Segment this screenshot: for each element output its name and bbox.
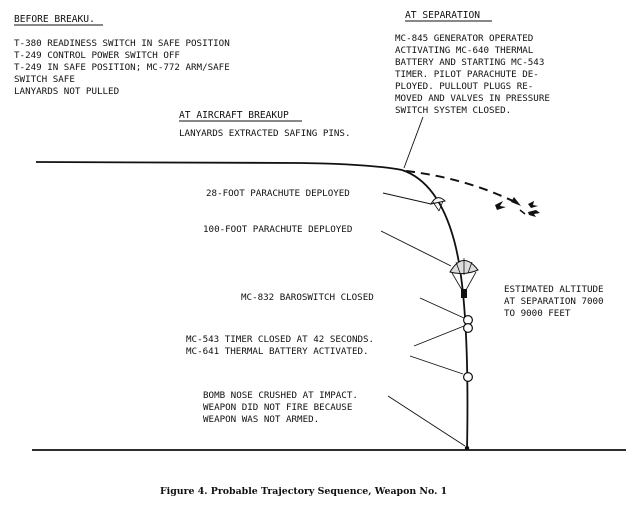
event-28ft-parachute-label: 28-FOOT PARACHUTE DEPLOYED bbox=[206, 188, 350, 199]
aircraft-breakup-block bbox=[179, 110, 350, 139]
event-impact-label-line3: WEAPON WAS NOT ARMED. bbox=[203, 414, 320, 425]
before-breakup-line-3: T-249 IN SAFE POSITION; MC-772 ARM/SAFE bbox=[14, 62, 230, 73]
at-separation-line-2: ACTIVATING MC-640 THERMAL bbox=[395, 45, 534, 56]
aircraft-debris-path bbox=[406, 171, 515, 202]
before-breakup-heading: BEFORE BREAKU. bbox=[14, 14, 95, 25]
event-timer-marker bbox=[464, 324, 473, 333]
weapon-trajectory-path bbox=[402, 170, 467, 450]
at-separation-block bbox=[395, 10, 550, 116]
event-impact-leader bbox=[388, 396, 465, 446]
altitude-note-line-2: AT SEPARATION 7000 bbox=[504, 296, 604, 307]
aircraft-breakup-line: LANYARDS EXTRACTED SAFING PINS. bbox=[179, 128, 351, 139]
at-separation-line-5: PLOYED. PULLOUT PLUGS RE- bbox=[395, 81, 534, 92]
event-timer-leader bbox=[414, 326, 464, 346]
before-breakup-line-2: T-249 CONTROL POWER SWITCH OFF bbox=[14, 50, 180, 61]
event-timer-label-line1: MC-543 TIMER CLOSED AT 42 SECONDS. bbox=[186, 334, 375, 345]
event-timer-label-line2: MC-641 THERMAL BATTERY ACTIVATED. bbox=[186, 346, 369, 357]
before-breakup-line-5: LANYARDS NOT PULLED bbox=[14, 86, 120, 97]
event-impact-label-line2: WEAPON DID NOT FIRE BECAUSE bbox=[203, 402, 353, 413]
aircraft-breakup-heading: AT AIRCRAFT BREAKUP bbox=[179, 110, 289, 121]
event-100ft-parachute-label: 100-FOOT PARACHUTE DEPLOYED bbox=[203, 224, 353, 235]
before-breakup-line-1: T-380 READINESS SWITCH IN SAFE POSITION bbox=[14, 38, 230, 49]
at-separation-line-7: SWITCH SYSTEM CLOSED. bbox=[395, 105, 512, 116]
event-100ft-parachute-leader bbox=[381, 231, 451, 266]
impact-point-marker bbox=[465, 446, 469, 450]
separation-pointer-line bbox=[404, 117, 423, 168]
at-separation-heading: AT SEPARATION bbox=[405, 10, 481, 21]
before-breakup-block bbox=[14, 14, 230, 97]
at-separation-line-6: MOVED AND VALVES IN PRESSURE bbox=[395, 93, 550, 104]
altitude-note-block bbox=[504, 284, 604, 319]
event-baroswitch-label: MC-832 BAROSWITCH CLOSED bbox=[241, 292, 374, 303]
large-parachute-icon bbox=[450, 258, 478, 298]
at-separation-line-1: MC-845 GENERATOR OPERATED bbox=[395, 33, 534, 44]
at-separation-line-4: TIMER. PILOT PARACHUTE DE- bbox=[395, 69, 539, 80]
altitude-note-line-3: TO 9000 FEET bbox=[504, 308, 571, 319]
event-impact-label-line1: BOMB NOSE CRUSHED AT IMPACT. bbox=[203, 390, 358, 401]
event-battery-leader bbox=[410, 356, 463, 374]
event-baroswitch-leader bbox=[420, 298, 464, 318]
before-breakup-line-4: SWITCH SAFE bbox=[14, 74, 75, 85]
event-battery-marker bbox=[464, 373, 473, 382]
debris-arrowhead bbox=[511, 197, 521, 206]
figure-caption: Figure 4. Probable Trajectory Sequence, Weapon No. 1 bbox=[160, 486, 448, 497]
altitude-note-line-1: ESTIMATED ALTITUDE bbox=[504, 284, 604, 295]
aircraft-flight-path bbox=[36, 162, 402, 170]
event-28ft-parachute-leader bbox=[383, 193, 431, 204]
at-separation-line-3: BATTERY AND STARTING MC-543 bbox=[395, 57, 545, 68]
